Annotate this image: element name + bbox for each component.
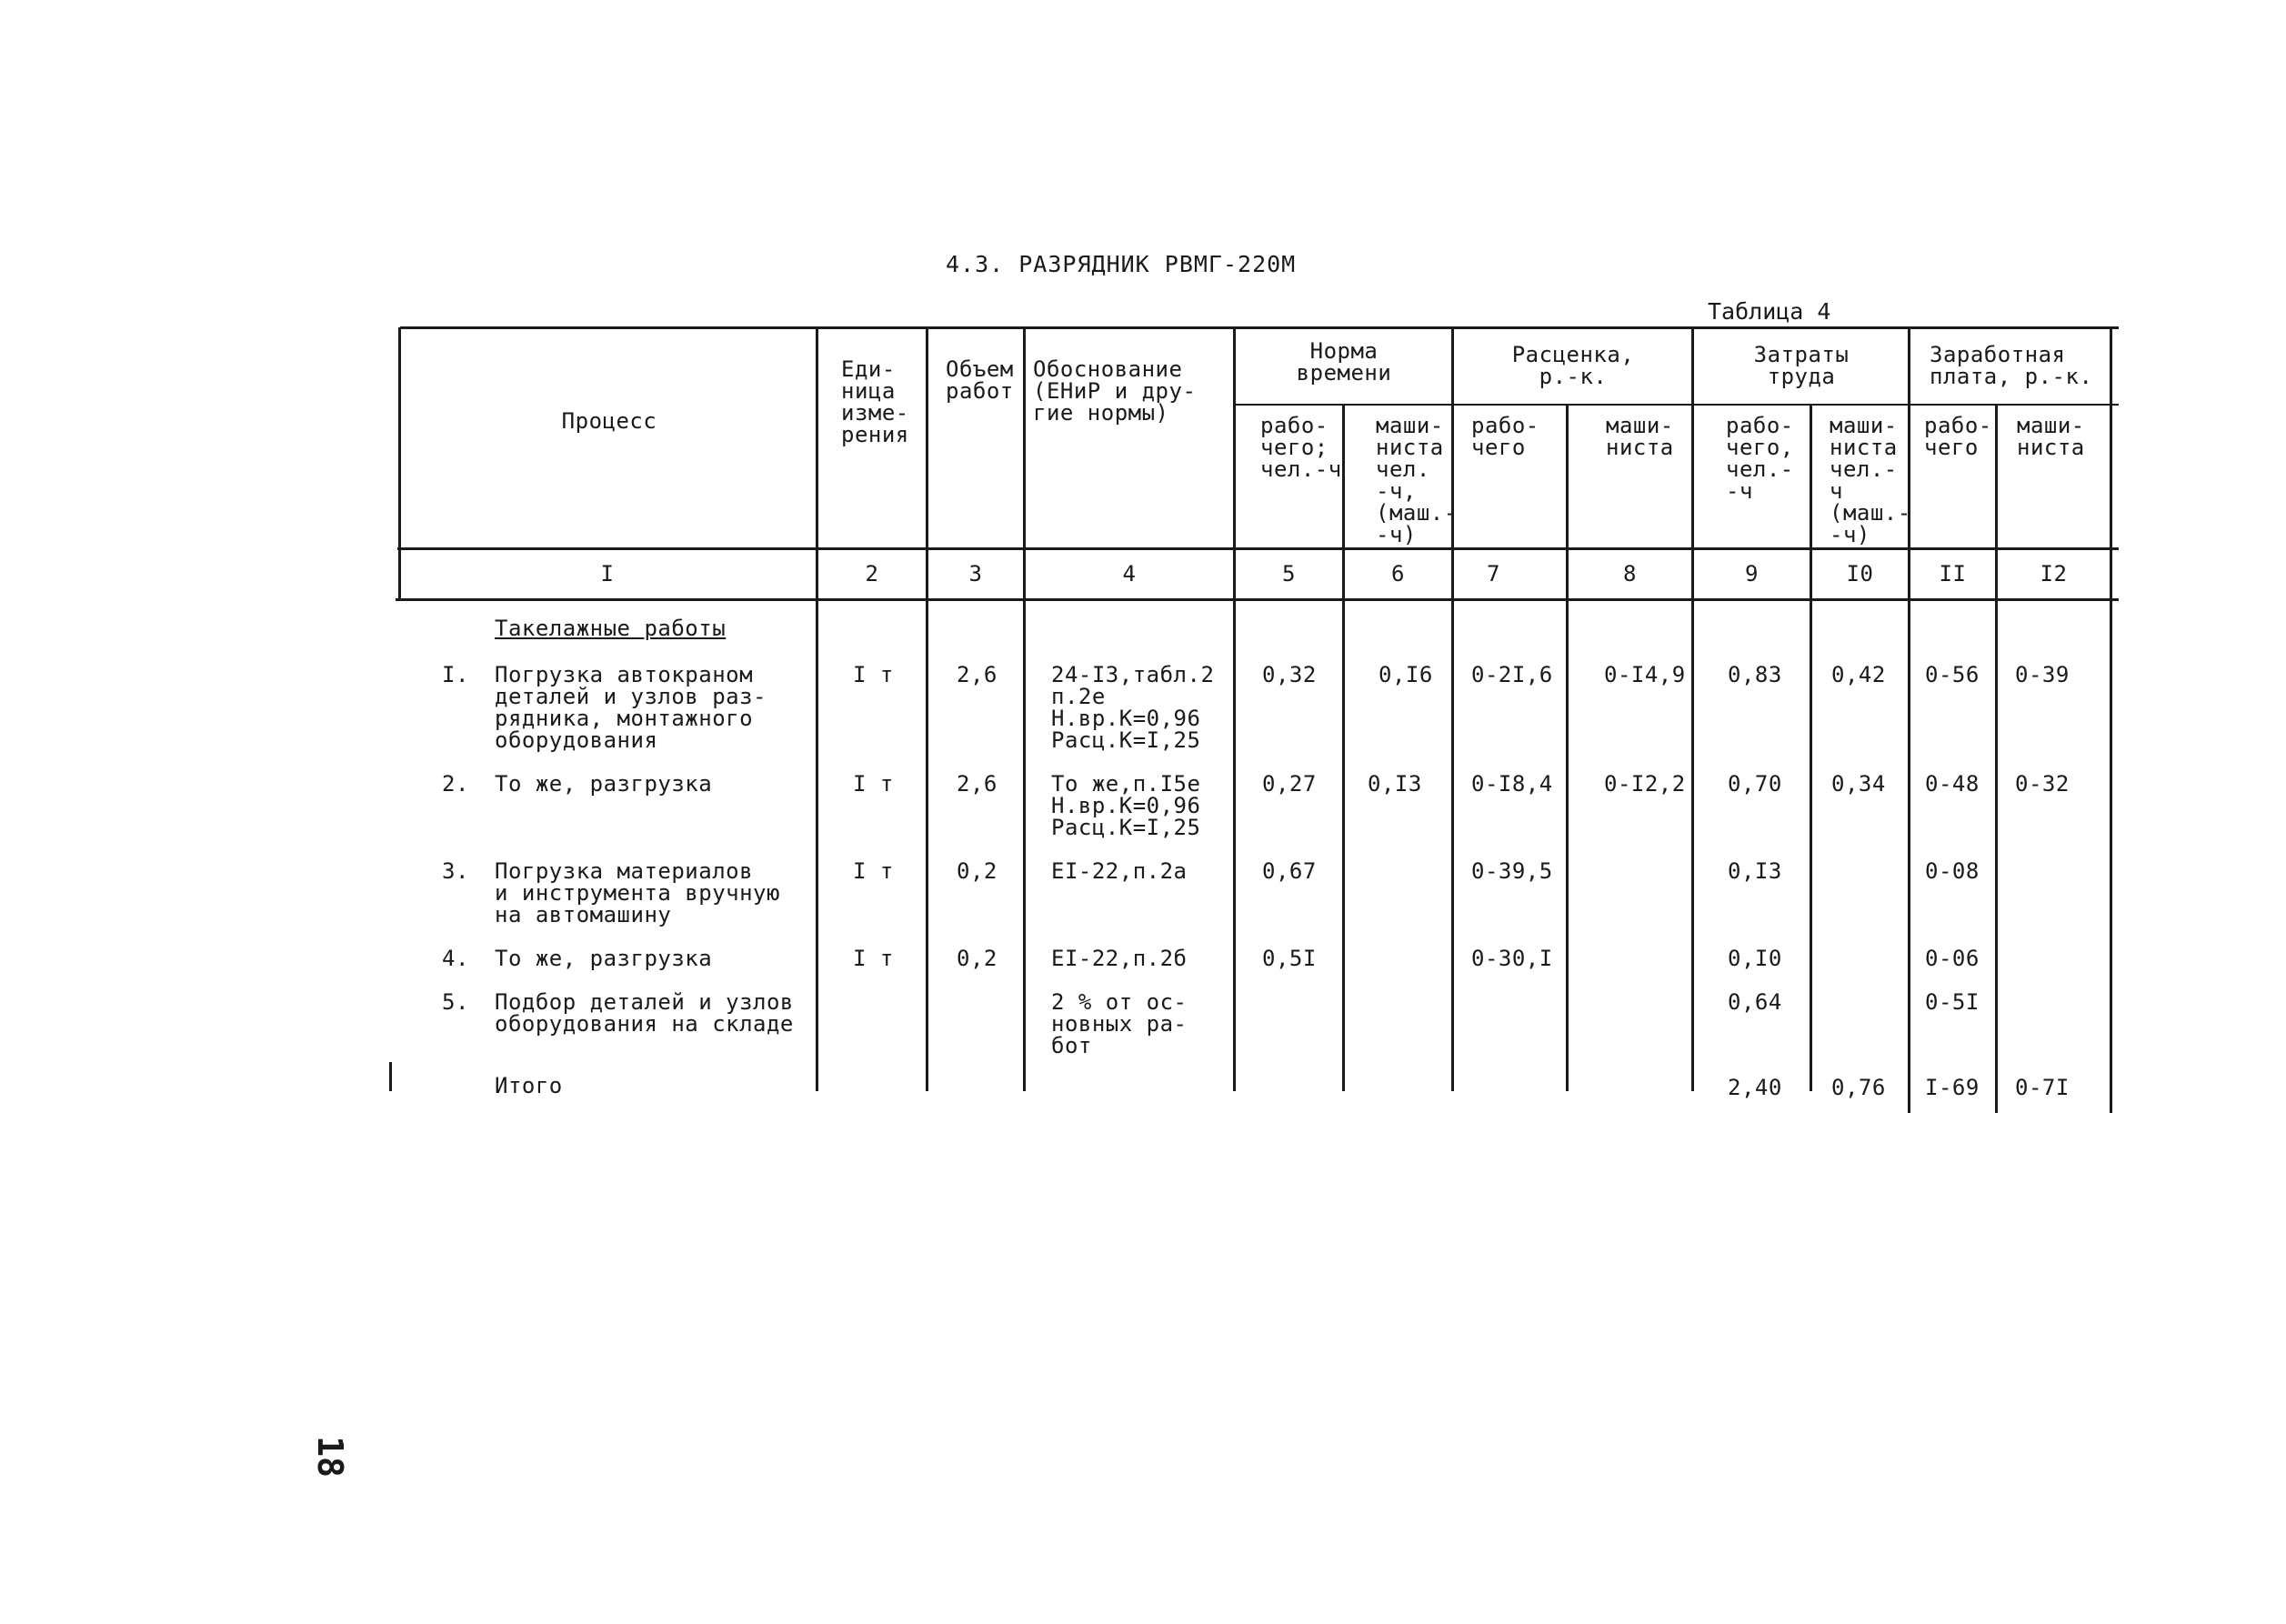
- col-border-5: [1342, 404, 1345, 1091]
- table-label: Таблица 4: [1708, 298, 1831, 325]
- col-border-left: [398, 327, 401, 600]
- row-2-rate-worker: 0-I8,4: [1471, 771, 1553, 797]
- row-2-labor-machinist: 0,34: [1831, 771, 1886, 797]
- total-wage-worker: I-69: [1925, 1075, 1980, 1100]
- row-3-time-worker: 0,67: [1262, 858, 1317, 884]
- row-4-volume: 0,2: [957, 946, 998, 971]
- total-labor-machinist: 0,76: [1831, 1075, 1886, 1100]
- subheader-rule-labor: [1692, 404, 1909, 406]
- subheader-wage-machinist: маши- ниста: [2017, 413, 2085, 460]
- col-border-9: [1810, 404, 1812, 1091]
- col-border-2: [926, 327, 928, 1091]
- row-1-time-worker: 0,32: [1262, 662, 1317, 687]
- col-number-5: 5: [1282, 561, 1296, 586]
- col-border-right: [2110, 327, 2112, 1113]
- row-1-time-machinist: 0,I6: [1379, 662, 1433, 687]
- row-1-num: I.: [442, 662, 469, 687]
- row-3-num: 3.: [442, 858, 469, 884]
- section-title: Такелажные работы: [495, 616, 727, 641]
- row-4-labor-worker: 0,I0: [1728, 946, 1782, 971]
- row-3-basis: ЕI-22,п.2а: [1051, 858, 1188, 884]
- col-number-6: 6: [1391, 561, 1405, 586]
- row-2-unit: I т: [853, 771, 894, 797]
- row-4-rate-worker: 0-30,I: [1471, 946, 1553, 971]
- row-4-time-worker: 0,5I: [1262, 946, 1317, 971]
- col-border-left-lower: [389, 1062, 392, 1091]
- total-labor-worker: 2,40: [1728, 1075, 1782, 1100]
- row-2-volume: 2,6: [957, 771, 998, 797]
- row-2-process: То же, разгрузка: [495, 771, 713, 797]
- row-2-basis: То же,п.I5е Н.вр.К=0,96 Расц.К=I,25: [1051, 771, 1201, 840]
- row-4-wage-worker: 0-06: [1925, 946, 1980, 971]
- row-2-time-worker: 0,27: [1262, 771, 1317, 797]
- side-page-mark: 18: [309, 1436, 350, 1478]
- col-border-8: [1691, 327, 1694, 1091]
- row-3-unit: I т: [853, 858, 894, 884]
- col-number-11: II: [1939, 561, 1967, 586]
- col-number-9: 9: [1745, 561, 1759, 586]
- col-border-11: [1995, 404, 1998, 1113]
- header-basis: Обоснование (ЕНиР и дру- гие нормы): [1033, 356, 1197, 426]
- row-3-labor-worker: 0,I3: [1728, 858, 1782, 884]
- row-3-wage-worker: 0-08: [1925, 858, 1980, 884]
- subheader-rate-worker: рабо- чего: [1471, 413, 1539, 460]
- row-1-basis: 24-I3,табл.2 п.2е Н.вр.К=0,96 Расц.К=I,25: [1051, 662, 1215, 753]
- total-label: Итого: [495, 1073, 563, 1098]
- header-wage: Заработная плата, р.-к.: [1930, 342, 2093, 389]
- header-rate: Расценка, р.-к.: [1511, 342, 1635, 389]
- subheader-rate-machinist: маши- ниста: [1606, 413, 1674, 460]
- col-border-7: [1566, 404, 1569, 1091]
- header-bottom-rule: [397, 547, 2119, 550]
- col-border-3: [1023, 327, 1026, 1091]
- row-2-time-machinist: 0,I3: [1368, 771, 1422, 797]
- subheader-time-worker: рабо- чего; чел.-ч: [1260, 413, 1342, 482]
- row-4-basis: ЕI-22,п.2б: [1051, 946, 1188, 971]
- row-2-wage-worker: 0-48: [1925, 771, 1980, 797]
- row-5-labor-worker: 0,64: [1728, 989, 1782, 1015]
- subheader-labor-worker: рабо- чего, чел.- -ч: [1726, 413, 1794, 504]
- row-1-process: Погрузка автокраном деталей и узлов раз- рядника, монтажного оборудования: [495, 662, 767, 753]
- subheader-wage-worker: рабо- чего: [1924, 413, 1992, 460]
- col-number-7: 7: [1487, 561, 1500, 586]
- row-1-labor-worker: 0,83: [1728, 662, 1782, 687]
- col-number-1: I: [600, 561, 615, 586]
- col-number-3: 3: [968, 561, 983, 586]
- col-number-2: 2: [865, 561, 879, 586]
- row-1-unit: I т: [853, 662, 894, 687]
- row-5-basis: 2 % от ос- новных ра- бот: [1051, 989, 1188, 1058]
- row-4-process: То же, разгрузка: [495, 946, 713, 971]
- row-3-process: Погрузка материалов и инструмента вручную на автомашину: [495, 858, 780, 927]
- row-2-wage-machinist: 0-32: [2015, 771, 2070, 797]
- col-number-8: 8: [1623, 561, 1637, 586]
- row-1-labor-machinist: 0,42: [1831, 662, 1886, 687]
- row-2-labor-worker: 0,70: [1728, 771, 1782, 797]
- col-border-4: [1233, 327, 1236, 1091]
- row-1-wage-worker: 0-56: [1925, 662, 1980, 687]
- total-wage-machinist: 0-7I: [2015, 1075, 2070, 1100]
- col-border-1: [816, 327, 818, 1091]
- row-1-wage-machinist: 0-39: [2015, 662, 2070, 687]
- header-labor: Затраты труда: [1753, 342, 1850, 389]
- row-5-num: 5.: [442, 989, 469, 1015]
- header-unit: Еди- ница изме- рения: [841, 356, 909, 447]
- page-title: 4.3. РАЗРЯДНИК РВМГ-220М: [946, 251, 1297, 277]
- row-2-num: 2.: [442, 771, 469, 797]
- col-number-12: I2: [2040, 561, 2068, 586]
- column-numbers-bottom-rule: [396, 598, 2119, 601]
- col-number-10: I0: [1846, 561, 1874, 586]
- row-1-volume: 2,6: [957, 662, 998, 687]
- row-1-rate-machinist: 0-I4,9: [1604, 662, 1686, 687]
- header-volume: Объем работ: [946, 356, 1014, 404]
- row-1-rate-worker: 0-2I,6: [1471, 662, 1553, 687]
- row-4-unit: I т: [853, 946, 894, 971]
- row-4-num: 4.: [442, 946, 469, 971]
- table-top-border: [400, 326, 2119, 329]
- row-3-rate-worker: 0-39,5: [1471, 858, 1553, 884]
- col-number-4: 4: [1122, 561, 1137, 586]
- row-3-volume: 0,2: [957, 858, 998, 884]
- subheader-rule-rate: [1452, 404, 1692, 406]
- row-5-process: Подбор деталей и узлов оборудования на складе: [495, 989, 794, 1037]
- header-time-norm: Норма времени: [1296, 338, 1392, 386]
- row-2-rate-machinist: 0-I2,2: [1604, 771, 1686, 797]
- row-5-wage-worker: 0-5I: [1925, 989, 1980, 1015]
- subheader-labor-machinist: маши- ниста чел.- ч (маш.- -ч): [1830, 413, 1911, 547]
- header-process: Процесс: [561, 408, 657, 434]
- subheader-time-machinist: маши- ниста чел. -ч, (маш.- -ч): [1376, 413, 1458, 547]
- subheader-rule-wage: [1909, 404, 2119, 406]
